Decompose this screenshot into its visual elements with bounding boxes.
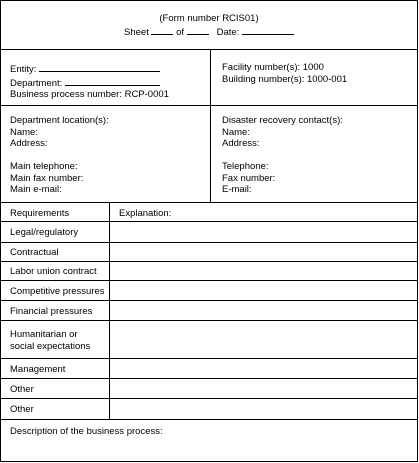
entity-line	[10, 62, 200, 76]
explanation-field[interactable]	[110, 321, 418, 358]
contact-email-label: E-mail:	[222, 184, 252, 195]
facility-number: Facility number(s): 1000	[222, 62, 324, 73]
divider	[210, 49, 211, 105]
sheet-total-field[interactable]	[187, 25, 209, 35]
explanation-field[interactable]	[110, 281, 418, 300]
requirement-label-line: Humanitarian or	[10, 329, 78, 340]
department-field[interactable]	[65, 76, 160, 86]
requirement-row-label: Other	[10, 404, 34, 415]
process-number: Business process number: RCP-0001	[10, 89, 169, 100]
entity-field[interactable]	[39, 62, 160, 72]
contact-address-label: Address:	[222, 138, 260, 149]
of-label: of	[176, 27, 185, 38]
department-line	[10, 76, 200, 90]
requirement-row-label: Competitive pressures	[10, 286, 105, 297]
explanation-field[interactable]	[110, 359, 418, 378]
explanation-header: Explanation:	[119, 208, 172, 219]
description-field[interactable]	[2, 420, 417, 461]
date-label: Date:	[216, 27, 240, 38]
explanation-field[interactable]	[110, 222, 418, 242]
contact-fax-label: Fax number:	[222, 172, 276, 184]
sheet-number-field[interactable]	[151, 25, 173, 35]
contact-section	[222, 115, 412, 196]
main-telephone-label: Main telephone:	[10, 161, 78, 172]
sheet-label: Sheet	[124, 27, 149, 38]
entity-section	[10, 62, 200, 101]
location-section	[10, 115, 200, 196]
location-title: Department location(s):	[10, 115, 109, 126]
building-number: Building number(s): 1000-001	[222, 73, 348, 85]
requirement-row-label: Other	[10, 384, 34, 395]
requirement-row-label: Contractual	[10, 247, 59, 258]
divider	[1, 202, 417, 203]
main-email-label: Main e-mail:	[10, 184, 62, 195]
requirement-row-label: Management	[10, 364, 66, 375]
divider	[210, 105, 211, 202]
explanation-field[interactable]	[110, 243, 418, 261]
location-name-label: Name:	[10, 126, 38, 138]
requirement-row-label: Legal/regulatory	[10, 227, 79, 238]
explanation-field[interactable]	[110, 399, 418, 419]
facility-section	[222, 62, 412, 85]
explanation-field[interactable]	[110, 301, 418, 320]
location-address-label: Address:	[10, 138, 48, 149]
sheet-date-line	[1, 25, 417, 39]
department-label: Department:	[10, 77, 63, 89]
contact-title: Disaster recovery contact(s):	[222, 115, 343, 126]
contact-name-label: Name:	[222, 126, 250, 138]
requirement-row-label: Labor union contract	[10, 266, 97, 277]
requirement-row-label	[10, 329, 90, 352]
requirement-label-line: social expectations	[10, 340, 91, 352]
entity-label: Entity:	[10, 64, 37, 75]
date-field[interactable]	[242, 25, 294, 35]
divider	[1, 49, 417, 50]
requirements-header: Requirements	[10, 208, 70, 219]
explanation-field[interactable]	[110, 379, 418, 398]
requirement-row-label: Financial pressures	[10, 306, 93, 317]
main-fax-label: Main fax number:	[10, 172, 84, 184]
contact-telephone-label: Telephone:	[222, 161, 269, 172]
divider	[1, 105, 417, 106]
explanation-field[interactable]	[110, 262, 418, 280]
description-label: Description of the business process:	[10, 426, 163, 437]
form-number: (Form number RCIS01)	[159, 13, 259, 24]
form-header	[1, 1, 417, 49]
